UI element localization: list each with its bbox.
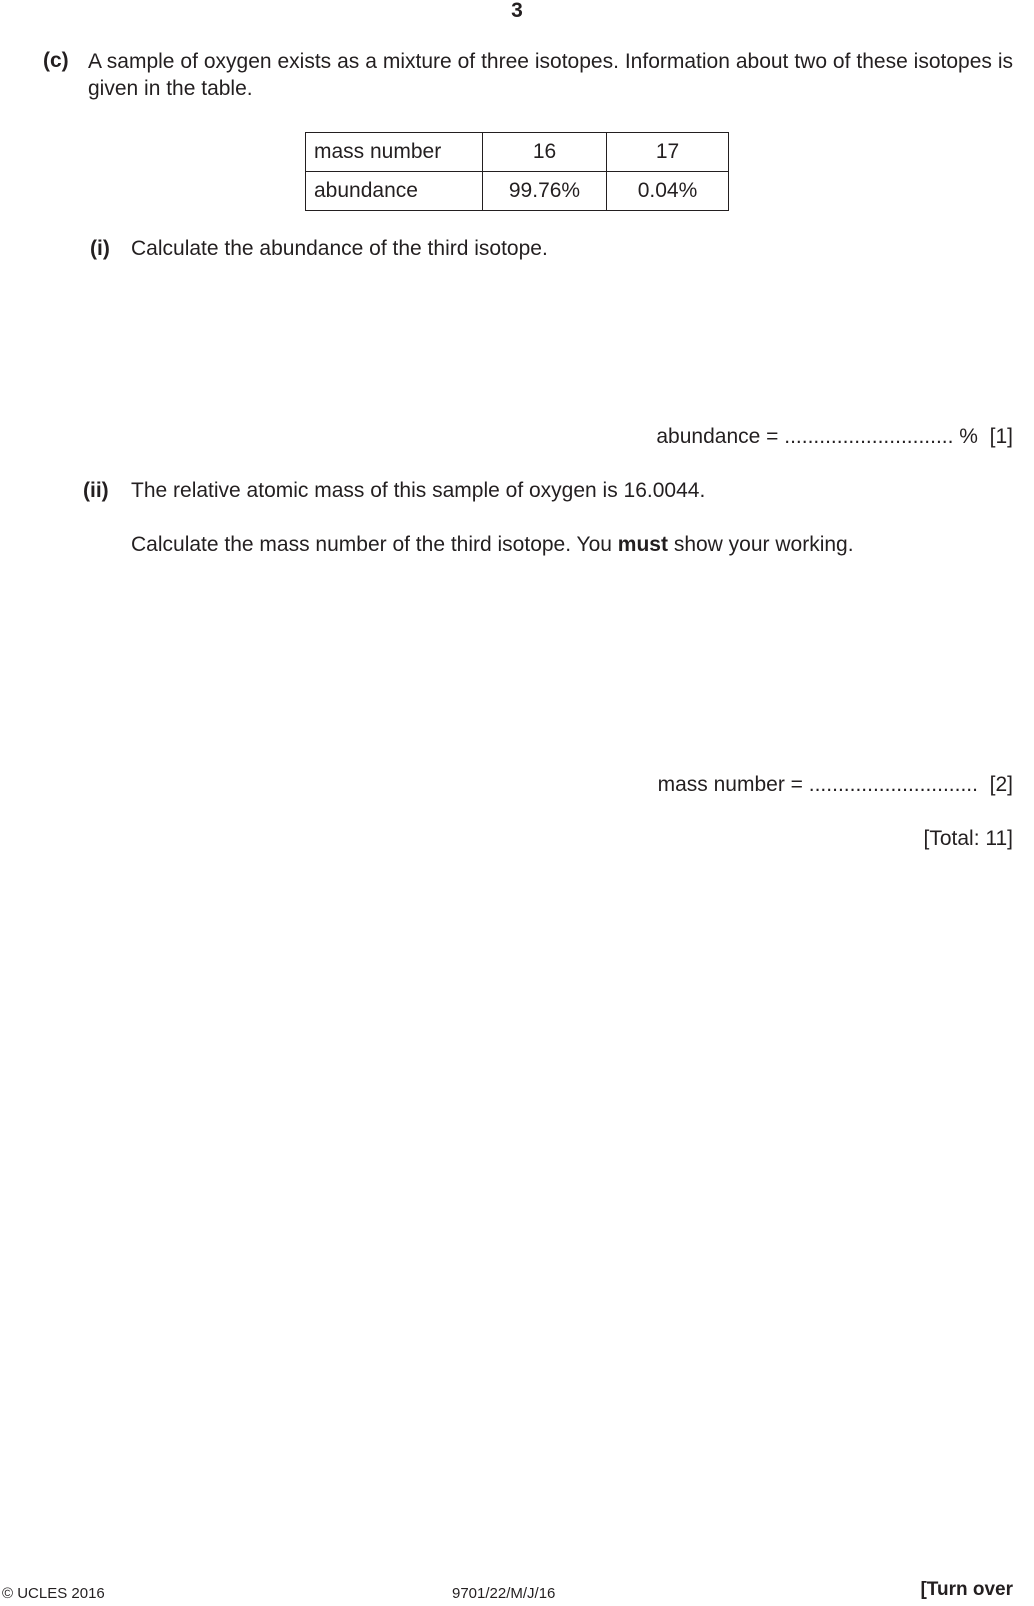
table-cell: 99.76% <box>483 172 607 211</box>
answer-blank[interactable]: ............................. <box>808 773 978 796</box>
turn-over: [Turn over <box>920 1579 1013 1600</box>
table-row <box>306 133 729 172</box>
marks: [1] <box>989 425 1013 448</box>
part-ii-label: (ii) <box>83 479 109 502</box>
footer-paper-code: 9701/22/M/J/16 <box>452 1585 556 1602</box>
mass-number-answer-line <box>658 772 1013 798</box>
table-cell: 0.04% <box>607 172 729 211</box>
part-ii-question <box>131 532 854 558</box>
marks: [2] <box>989 773 1013 796</box>
answer-unit: % <box>953 425 978 448</box>
isotope-table <box>305 132 729 211</box>
page-number: 3 <box>511 0 523 22</box>
question-emphasis: must <box>617 533 668 556</box>
answer-prefix: mass number = <box>657 773 809 796</box>
part-c-intro: A sample of oxygen exists as a mixture of three isotopes. Information about two of these isotopes is given in the table. <box>88 50 1013 100</box>
table-cell: 16 <box>483 133 607 172</box>
answer-prefix: abundance = <box>656 425 785 448</box>
question-text: show your working. <box>667 533 854 556</box>
answer-blank[interactable]: ............................. <box>784 425 954 448</box>
part-ii-statement: The relative atomic mass of this sample of oxygen is 16.0044. <box>131 479 706 502</box>
part-i-label: (i) <box>90 237 110 260</box>
table-header-cell: abundance <box>306 172 483 211</box>
footer-copyright: © UCLES 2016 <box>2 1585 105 1602</box>
total-marks: [Total: 11] <box>923 827 1013 850</box>
abundance-answer-line <box>656 424 1013 450</box>
part-i-question: Calculate the abundance of the third isotope. <box>131 237 548 260</box>
table-header-cell: mass number <box>306 133 483 172</box>
question-text: Calculate the mass number of the third isotope. You <box>131 533 618 556</box>
part-c-label: (c) <box>43 49 69 72</box>
table-row <box>306 172 729 211</box>
table-cell: 17 <box>607 133 729 172</box>
